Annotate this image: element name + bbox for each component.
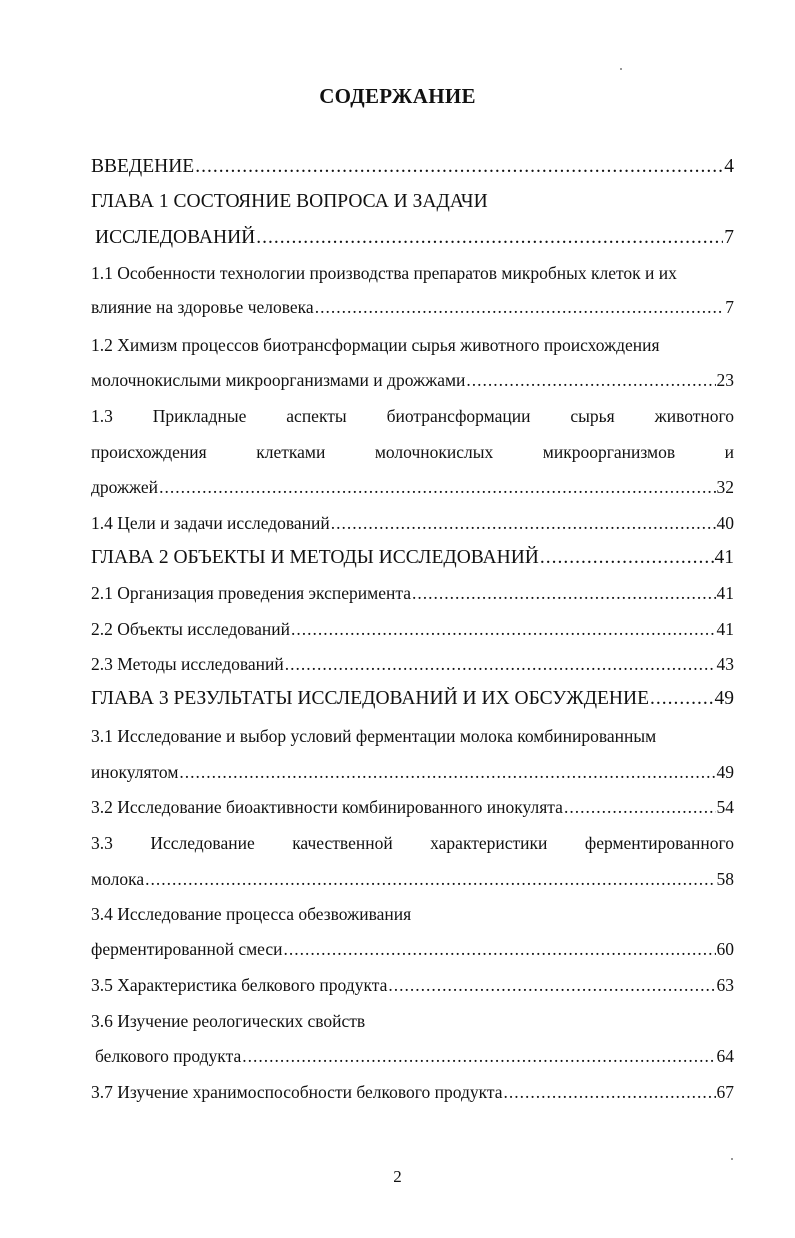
toc-entry-chapter1-line1: ГЛАВА 1 СОСТОЯНИЕ ВОПРОСА И ЗАДАЧИ xyxy=(91,191,488,212)
toc-entry-title: инокулятом xyxy=(91,762,179,782)
toc-entry-intro xyxy=(91,152,734,182)
toc-entry-page: 67 xyxy=(716,1082,734,1102)
dot-leader xyxy=(504,1077,716,1107)
dot-leader xyxy=(331,508,716,538)
toc-entry-3-7 xyxy=(91,1077,734,1107)
toc-entry-title: влияние на здоровье человека xyxy=(91,297,314,317)
dot-leader xyxy=(285,649,716,679)
toc-entry-3-3 xyxy=(91,864,734,894)
dot-leader xyxy=(145,864,715,894)
dot-leader xyxy=(650,684,714,714)
dot-leader xyxy=(315,292,725,322)
toc-entry-3-6 xyxy=(91,1041,734,1071)
toc-entry-1-3-line1 xyxy=(91,401,734,431)
toc-entry-title: ИССЛЕДОВАНИЙ xyxy=(95,227,256,248)
toc-entry-3-5 xyxy=(91,970,734,1000)
toc-entry-3-4-line1: 3.4 Исследование процесса обезвоживания xyxy=(91,904,412,924)
dot-leader xyxy=(179,757,715,787)
toc-entry-title: 1.4 Цели и задачи исследований xyxy=(91,513,330,533)
toc-entry-page: 7 xyxy=(725,297,734,317)
dot-leader xyxy=(291,614,716,644)
dot-leader xyxy=(195,152,723,182)
toc-entry-page: 41 xyxy=(714,547,734,568)
toc-entry-title: 2.1 Организация проведения эксперимента xyxy=(91,583,411,603)
toc-entry-3-3-line1 xyxy=(91,828,734,858)
word: сырья xyxy=(570,406,615,426)
word: 1.3 xyxy=(91,406,113,426)
toc-entry-1-2-line1: 1.2 Химизм процессов биотрансформации сырья животного происхождения xyxy=(91,335,660,355)
toc-entry-page: 4 xyxy=(724,156,734,177)
toc-entry-chapter2 xyxy=(91,543,734,573)
dot-leader xyxy=(284,934,716,964)
toc-entry-page: 40 xyxy=(716,513,734,533)
toc-entry-page: 23 xyxy=(716,370,734,390)
dot-leader xyxy=(466,365,715,395)
toc-entry-page: 58 xyxy=(716,869,734,889)
toc-entry-title: белкового продукта xyxy=(95,1046,242,1066)
toc-entry-title: ГЛАВА 3 РЕЗУЛЬТАТЫ ИССЛЕДОВАНИЙ И ИХ ОБСУЖДЕНИЕ xyxy=(91,688,649,709)
toc-entry-title: 3.2 Исследование биоактивности комбинированного инокулята xyxy=(91,797,563,817)
toc-entry-page: 49 xyxy=(716,762,734,782)
scan-speck xyxy=(620,68,622,70)
word: молочнокислых xyxy=(374,442,494,462)
word: ферментированного xyxy=(584,833,734,853)
toc-entry-title: 3.7 Изучение хранимоспособности белкового продукта xyxy=(91,1082,503,1102)
toc-entry-3-4 xyxy=(91,934,734,964)
toc-entry-page: 64 xyxy=(716,1046,734,1066)
toc-entry-page: 63 xyxy=(716,975,734,995)
dot-leader xyxy=(412,578,716,608)
toc-entry-page: 7 xyxy=(724,227,734,248)
dot-leader xyxy=(564,792,716,822)
toc-entry-2-3 xyxy=(91,649,734,679)
word: Исследование xyxy=(150,833,255,853)
toc-entry-chapter3 xyxy=(91,684,734,714)
page-number: 2 xyxy=(393,1167,402,1186)
word: животного xyxy=(654,406,734,426)
toc-entry-1-2 xyxy=(91,365,734,395)
toc-entry-page: 32 xyxy=(716,477,734,497)
toc-entry-3-6-line1: 3.6 Изучение реологических свойств xyxy=(91,1011,366,1031)
word: клетками xyxy=(256,442,326,462)
toc-entry-title: ферментированной смеси xyxy=(91,939,283,959)
word: происхождения xyxy=(91,442,207,462)
word: 3.3 xyxy=(91,833,113,853)
word: микроорганизмов xyxy=(542,442,676,462)
toc-entry-1-4 xyxy=(91,508,734,538)
word: и xyxy=(724,442,734,462)
toc-entry-title: ГЛАВА 2 ОБЪЕКТЫ И МЕТОДЫ ИССЛЕДОВАНИЙ xyxy=(91,547,539,568)
toc-entry-page: 49 xyxy=(714,688,734,709)
toc-entry-page: 41 xyxy=(716,619,734,639)
toc-entry-title: 3.5 Характеристика белкового продукта xyxy=(91,975,388,995)
page-title: СОДЕРЖАНИЕ xyxy=(319,84,476,108)
toc-entry-title: дрожжей xyxy=(91,477,159,497)
toc-entry-title: молочнокислыми микроорганизмами и дрожжами xyxy=(91,370,466,390)
toc-entry-title: молока xyxy=(91,869,145,889)
dot-leader xyxy=(159,472,715,502)
toc-entry-2-2 xyxy=(91,614,734,644)
word: Прикладные xyxy=(152,406,247,426)
dot-leader xyxy=(242,1041,715,1071)
toc-entry-title: ВВЕДЕНИЕ xyxy=(91,156,195,177)
toc-entry-title: 2.2 Объекты исследований xyxy=(91,619,290,639)
word: биотрансформации xyxy=(386,406,531,426)
toc-entry-chapter1 xyxy=(91,223,734,253)
dot-leader xyxy=(388,970,715,1000)
word: аспекты xyxy=(286,406,347,426)
toc-entry-1-1-line1: 1.1 Особенности технологии производства препаратов микробных клеток и их xyxy=(91,263,677,283)
word: характеристики xyxy=(430,833,548,853)
toc-entry-3-1-line1: 3.1 Исследование и выбор условий ферментации молока комбинированным xyxy=(91,726,657,746)
toc-entry-1-3-line2 xyxy=(91,437,734,467)
toc-entry-title: 2.3 Методы исследований xyxy=(91,654,284,674)
toc-entry-2-1 xyxy=(91,578,734,608)
toc-entry-3-2 xyxy=(91,792,734,822)
dot-leader xyxy=(256,223,723,253)
word: качественной xyxy=(292,833,393,853)
toc-entry-page: 41 xyxy=(716,583,734,603)
toc-entry-1-1 xyxy=(91,292,734,322)
scan-speck xyxy=(731,1158,733,1160)
toc-entry-page: 60 xyxy=(716,939,734,959)
toc-entry-page: 54 xyxy=(716,797,734,817)
toc-entry-page: 43 xyxy=(716,654,734,674)
toc-entry-1-3 xyxy=(91,472,734,502)
dot-leader xyxy=(540,543,714,573)
toc-entry-3-1 xyxy=(91,757,734,787)
